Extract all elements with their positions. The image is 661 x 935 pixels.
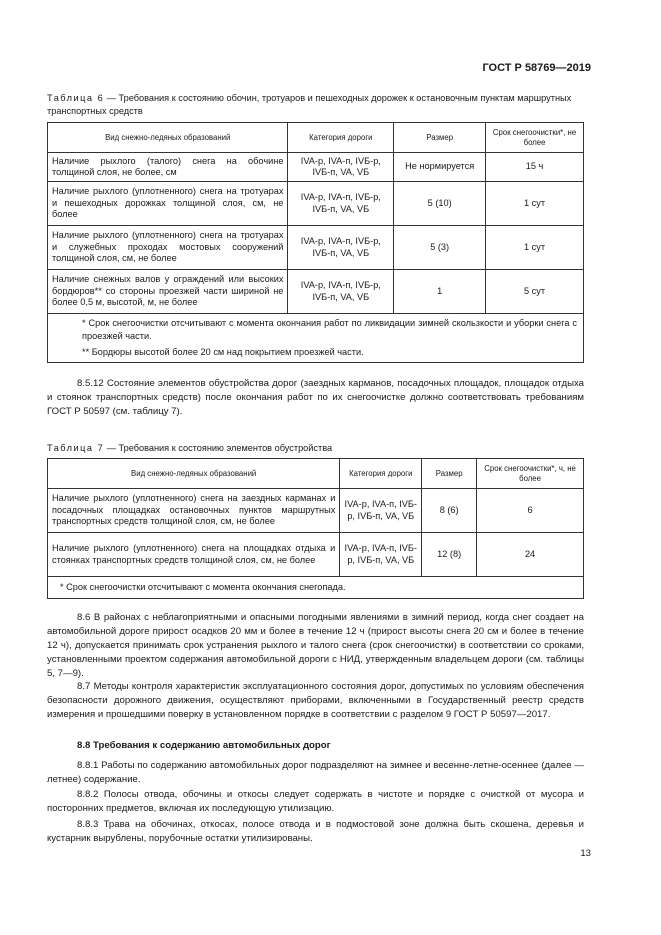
para-8-8-3: 8.8.3 Трава на обочинах, откосах, полосе отвода и в подмостовой зоне должна быть скошена, деревья и кустарник вырублены, порубочные остатки утилизированы.	[47, 819, 584, 844]
cell-term: 24	[477, 533, 584, 577]
table6-header-category: Категория дороги	[288, 123, 394, 153]
cell-type: Наличие рыхлого (уплотненного) снега на тротуарах и пешеходных дорожках толщиной слоя, см, не более	[48, 182, 288, 226]
cell-category: IVA-р, IVA-п, IVБ-р, IVБ-п, VA, VБ	[288, 153, 394, 182]
table7-header-category: Категория дороги	[340, 459, 422, 489]
table6-caption-label: Таблица 6	[47, 93, 105, 103]
para-8-5-12: 8.5.12 Состояние элементов обустройства дорог (заездных карманов, посадочных площадок, площадок отдыха и стоянок транспортных средств) после окончания работ по их снегоочистке должно соответствовать требованиям ГОСТ Р 50597 (см. таблицу 7).	[47, 378, 584, 417]
table7-caption	[47, 442, 584, 455]
table6-caption-text: — Требования к состоянию обочин, тротуаров и пешеходных дорожек к остановочным пунктам маршрутных транспортных средств	[47, 93, 572, 116]
cell-term: 1 сут	[486, 182, 584, 226]
cell-category: IVA-р, IVA-п, IVБ-р, IVБ-п, VA, VБ	[288, 270, 394, 314]
table6-header-size: Размер	[394, 123, 486, 153]
cell-category: IVA-р, IVA-п, IVБ-р, IVБ-п, VA, VБ	[288, 182, 394, 226]
table-row	[48, 533, 584, 577]
table-row	[48, 226, 584, 270]
document-code: ГОСТ Р 58769—2019	[482, 62, 591, 74]
table6-notes-row	[48, 314, 584, 363]
para-8-6: 8.6 В районах с неблагоприятными и опасными погодными явлениями в зимний период, когда снег создает на автомобильной дороге прирост осадков 20 мм и более в течение 12 ч (прирост высоты снега 20 см и более в течение 12 ч), допускается принимать срок устранения рыхлого и талого снега (срок снегоочистки) в соответствии со сроками, установленными проектом содержания автомобильной дороги с НИД, утвержденным владельцем дороги (см. таблицы 5, 7—9).	[47, 612, 584, 679]
cell-size: 5 (10)	[394, 182, 486, 226]
table7-header-row	[48, 459, 584, 489]
cell-type: Наличие рыхлого (талого) снега на обочине толщиной слоя, не более, см	[48, 153, 288, 182]
cell-category: IVA-р, IVA-п, IVБ-р, IVБ-п, VA, VБ	[288, 226, 394, 270]
cell-term: 15 ч	[486, 153, 584, 182]
cell-term: 5 сут	[486, 270, 584, 314]
table6-caption	[47, 92, 584, 118]
table7-caption-label: Таблица 7	[47, 443, 105, 453]
table7-note-1: * Срок снегоочистки отсчитывают с момента окончания снегопада.	[48, 577, 584, 599]
cell-category: IVA-р, IVA-п, IVБ-р, IVБ-п, VA, VБ	[340, 533, 422, 577]
para-8-8-1: 8.8.1 Работы по содержанию автомобильных дорог подразделяют на зимнее и весенне-летне-осеннее (далее — летнее) содержание.	[47, 760, 584, 785]
table6-note-1: * Срок снегоочистки отсчитывают с момента окончания работ по ликвидации зимней скользкости и уборки снега с проезжей части.	[82, 318, 577, 341]
table7-header-type: Вид снежно-ледяных образований	[48, 459, 340, 489]
table7-caption-text: — Требования к состоянию элементов обустройства	[106, 443, 333, 453]
table-row	[48, 270, 584, 314]
para-8-8-2: 8.8.2 Полосы отвода, обочины и откосы следует содержать в чистоте и порядке с очисткой от мусора и посторонних предметов, включая их последующую утилизацию.	[47, 789, 584, 814]
cell-size: Не нормируется	[394, 153, 486, 182]
para-8-7: 8.7 Методы контроля характеристик эксплуатационного состояния дорог, допустимых по условиям обеспечения безопасности дорожного движения, осуществляют приборами, включенными в Государственный реестр средств измерения и прошедшими поверку в установленном порядке в соответствии с разделом 9 ГОСТ Р 50597—2017.	[47, 681, 584, 720]
cell-size: 8 (6)	[422, 489, 477, 533]
cell-type: Наличие снежных валов у ограждений или высоких бордюров** со стороны проезжей части шириной не более 0,5 м, высотой, м, не более	[48, 270, 288, 314]
table7-header-size: Размер	[422, 459, 477, 489]
cell-size: 12 (8)	[422, 533, 477, 577]
table7-header-term: Срок снегоочистки*, ч, не более	[477, 459, 584, 489]
table-row	[48, 489, 584, 533]
table6-header-type: Вид снежно-ледяных образований	[48, 123, 288, 153]
table6-header-term: Срок снегоочистки*, не более	[486, 123, 584, 153]
table-row	[48, 182, 584, 226]
table6	[47, 122, 584, 363]
page-number: 13	[580, 848, 591, 859]
cell-type: Наличие рыхлого (уплотненного) снега на заездных карманах и посадочных площадках остановочных пунктов маршрутных транспортных средств толщиной слоя, см, не более	[48, 489, 340, 533]
cell-size: 5 (3)	[394, 226, 486, 270]
cell-term: 6	[477, 489, 584, 533]
cell-category: IVA-р, IVA-п, IVБ-р, IVБ-п, VA, VБ	[340, 489, 422, 533]
table7-notes-row	[48, 577, 584, 599]
section-heading-8-8: 8.8 Требования к содержанию автомобильных дорог	[77, 740, 331, 751]
cell-size: 1	[394, 270, 486, 314]
table7	[47, 458, 584, 599]
table6-header-row	[48, 123, 584, 153]
table-row	[48, 153, 584, 182]
table6-note-2: ** Бордюры высотой более 20 см над покрытием проезжей части.	[82, 347, 364, 357]
cell-type: Наличие рыхлого (уплотненного) снега на тротуарах и служебных проходах мостовых сооружений толщиной слоя, см, не более	[48, 226, 288, 270]
cell-term: 1 сут	[486, 226, 584, 270]
cell-type: Наличие рыхлого (уплотненного) снега на площадках отдыха и стоянках транспортных средств толщиной слоя, см, не более	[48, 533, 340, 577]
